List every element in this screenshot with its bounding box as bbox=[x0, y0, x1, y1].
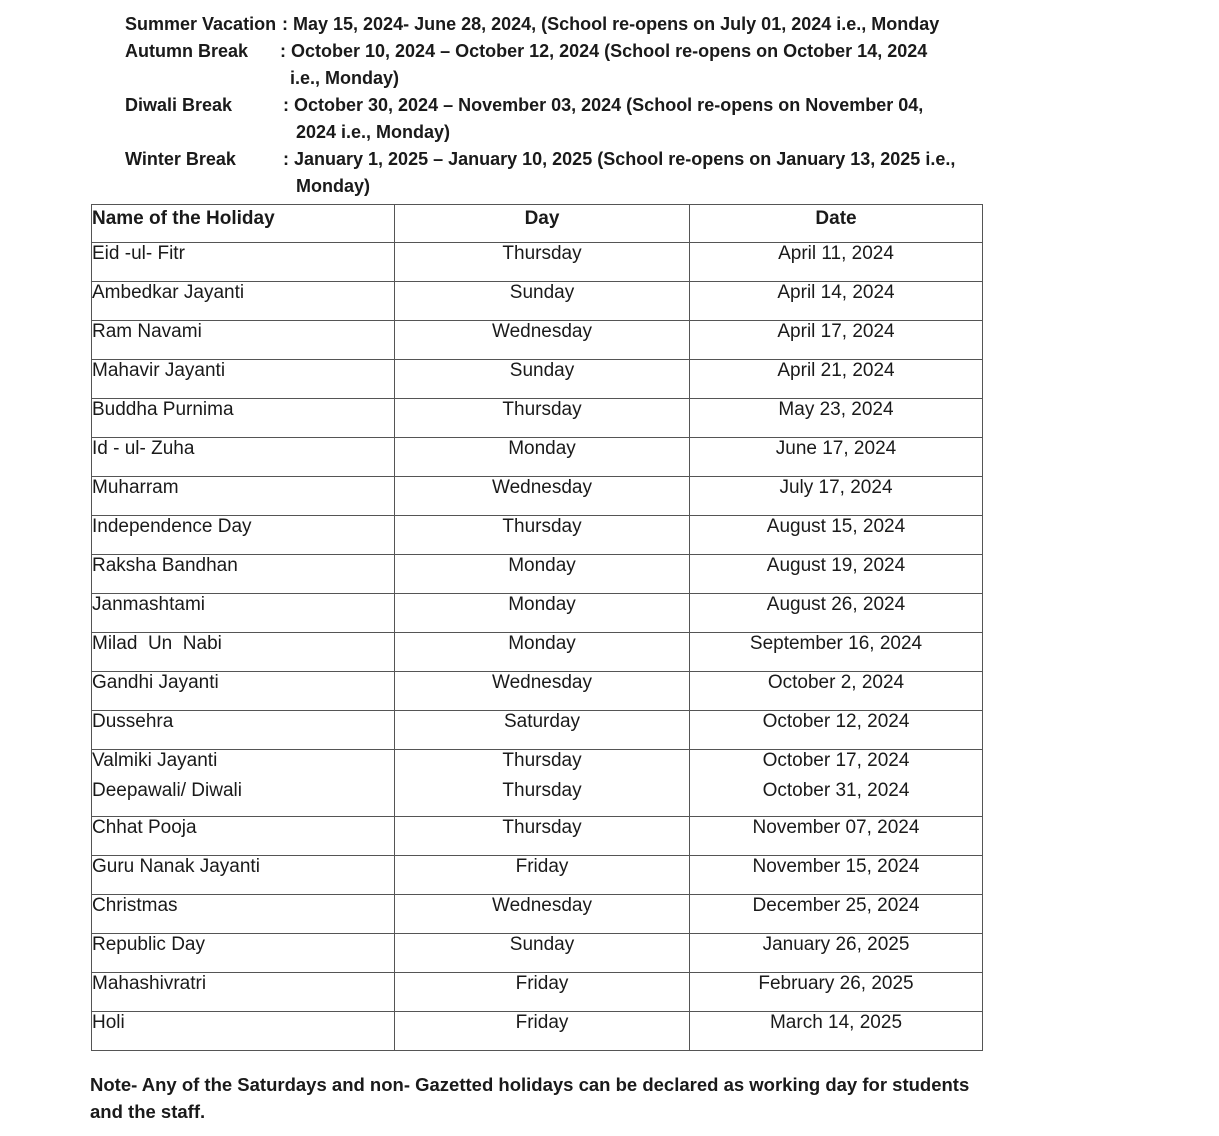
break-diwali bbox=[125, 92, 985, 146]
break-text-continued: Monday) bbox=[296, 176, 370, 196]
holiday-day: Wednesday bbox=[395, 321, 690, 360]
holiday-day: Sunday bbox=[395, 934, 690, 973]
table-row bbox=[92, 555, 983, 594]
break-label: Autumn Break bbox=[125, 41, 249, 61]
holiday-day: Sunday bbox=[395, 282, 690, 321]
table-row bbox=[92, 973, 983, 1012]
table-row bbox=[92, 1012, 983, 1051]
holiday-day: Monday bbox=[395, 555, 690, 594]
holiday-date: February 26, 2025 bbox=[690, 973, 983, 1012]
holiday-date: October 17, 2024 bbox=[690, 750, 983, 781]
holiday-name: Muharram bbox=[92, 477, 395, 516]
holiday-table bbox=[91, 204, 983, 1051]
table-row bbox=[92, 633, 983, 672]
holiday-date: October 12, 2024 bbox=[690, 711, 983, 750]
table-row bbox=[92, 516, 983, 555]
holiday-day: Friday bbox=[395, 856, 690, 895]
holiday-date: August 15, 2024 bbox=[690, 516, 983, 555]
holiday-day: Thursday bbox=[395, 817, 690, 856]
holiday-date: October 31, 2024 bbox=[690, 780, 983, 817]
holiday-name: Christmas bbox=[92, 895, 395, 934]
table-row bbox=[92, 895, 983, 934]
holiday-day: Wednesday bbox=[395, 477, 690, 516]
holiday-day: Wednesday bbox=[395, 672, 690, 711]
holiday-date: October 2, 2024 bbox=[690, 672, 983, 711]
holiday-date: September 16, 2024 bbox=[690, 633, 983, 672]
header-name: Name of the Holiday bbox=[92, 205, 395, 243]
holiday-day: Thursday bbox=[395, 399, 690, 438]
table-row bbox=[92, 477, 983, 516]
break-text: : January 1, 2025 – January 10, 2025 (School re-opens on January 13, 2025 i.e., bbox=[283, 149, 956, 169]
table-row bbox=[92, 438, 983, 477]
table-row bbox=[92, 360, 983, 399]
table-row bbox=[92, 856, 983, 895]
table-row bbox=[92, 750, 983, 781]
table-row bbox=[92, 399, 983, 438]
break-autumn bbox=[125, 38, 985, 92]
break-text: : October 30, 2024 – November 03, 2024 (School re-opens on November 04, bbox=[283, 95, 924, 115]
holiday-name: Chhat Pooja bbox=[92, 817, 395, 856]
holiday-date: November 15, 2024 bbox=[690, 856, 983, 895]
break-summer-vacation bbox=[125, 11, 985, 38]
break-label: Summer Vacation bbox=[125, 14, 277, 34]
holiday-name: Janmashtami bbox=[92, 594, 395, 633]
holiday-day: Saturday bbox=[395, 711, 690, 750]
holiday-date: July 17, 2024 bbox=[690, 477, 983, 516]
table-row bbox=[92, 282, 983, 321]
holiday-date: April 11, 2024 bbox=[690, 243, 983, 282]
table-row bbox=[92, 934, 983, 973]
holiday-day: Friday bbox=[395, 1012, 690, 1051]
holiday-day: Friday bbox=[395, 973, 690, 1012]
table-row bbox=[92, 711, 983, 750]
holiday-name: Buddha Purnima bbox=[92, 399, 395, 438]
holiday-date: August 19, 2024 bbox=[690, 555, 983, 594]
break-text-continued: 2024 i.e., Monday) bbox=[296, 122, 451, 142]
holiday-name: Republic Day bbox=[92, 934, 395, 973]
table-row bbox=[92, 672, 983, 711]
holiday-day: Monday bbox=[395, 633, 690, 672]
header-date: Date bbox=[690, 205, 983, 243]
holiday-name: Gandhi Jayanti bbox=[92, 672, 395, 711]
holiday-name: Ram Navami bbox=[92, 321, 395, 360]
footer-note: Note- Any of the Saturdays and non- Gazetted holidays can be declared as working day for students and the staff. bbox=[90, 1074, 970, 1122]
table-row bbox=[92, 817, 983, 856]
holiday-name: Independence Day bbox=[92, 516, 395, 555]
holiday-name: Guru Nanak Jayanti bbox=[92, 856, 395, 895]
holiday-date: March 14, 2025 bbox=[690, 1012, 983, 1051]
holiday-name: Raksha Bandhan bbox=[92, 555, 395, 594]
holiday-name: Deepawali/ Diwali bbox=[92, 780, 395, 817]
holiday-date: June 17, 2024 bbox=[690, 438, 983, 477]
header-day: Day bbox=[395, 205, 690, 243]
break-label: Winter Break bbox=[125, 149, 236, 169]
holiday-day: Thursday bbox=[395, 750, 690, 781]
table-header-row bbox=[92, 205, 983, 243]
holiday-date: May 23, 2024 bbox=[690, 399, 983, 438]
holiday-date: April 17, 2024 bbox=[690, 321, 983, 360]
holiday-table-body bbox=[92, 243, 983, 1051]
holiday-day: Monday bbox=[395, 438, 690, 477]
table-row bbox=[92, 321, 983, 360]
table-row bbox=[92, 780, 983, 817]
holiday-day: Wednesday bbox=[395, 895, 690, 934]
holiday-date: January 26, 2025 bbox=[690, 934, 983, 973]
holiday-day: Thursday bbox=[395, 780, 690, 817]
vacation-breaks bbox=[125, 11, 985, 200]
table-row bbox=[92, 594, 983, 633]
holiday-name: Mahavir Jayanti bbox=[92, 360, 395, 399]
holiday-name: Eid -ul- Fitr bbox=[92, 243, 395, 282]
holiday-date: August 26, 2024 bbox=[690, 594, 983, 633]
break-text-continued: i.e., Monday) bbox=[290, 68, 400, 88]
holiday-day: Sunday bbox=[395, 360, 690, 399]
holiday-day: Thursday bbox=[395, 243, 690, 282]
holiday-name: Holi bbox=[92, 1012, 395, 1051]
holiday-date: April 21, 2024 bbox=[690, 360, 983, 399]
holiday-name: Milad Un Nabi bbox=[92, 633, 395, 672]
holiday-name: Dussehra bbox=[92, 711, 395, 750]
holiday-date: December 25, 2024 bbox=[690, 895, 983, 934]
table-row bbox=[92, 243, 983, 282]
holiday-name: Ambedkar Jayanti bbox=[92, 282, 395, 321]
holiday-day: Monday bbox=[395, 594, 690, 633]
holiday-name: Mahashivratri bbox=[92, 973, 395, 1012]
break-winter bbox=[125, 146, 985, 200]
break-label: Diwali Break bbox=[125, 95, 233, 115]
break-text: : October 10, 2024 – October 12, 2024 (School re-opens on October 14, 2024 bbox=[280, 41, 928, 61]
holiday-day: Thursday bbox=[395, 516, 690, 555]
holiday-date: November 07, 2024 bbox=[690, 817, 983, 856]
holiday-name: Id - ul- Zuha bbox=[92, 438, 395, 477]
break-text: : May 15, 2024- June 28, 2024, (School re-opens on July 01, 2024 i.e., Monday bbox=[282, 14, 940, 34]
holiday-date: April 14, 2024 bbox=[690, 282, 983, 321]
holiday-name: Valmiki Jayanti bbox=[92, 750, 395, 781]
